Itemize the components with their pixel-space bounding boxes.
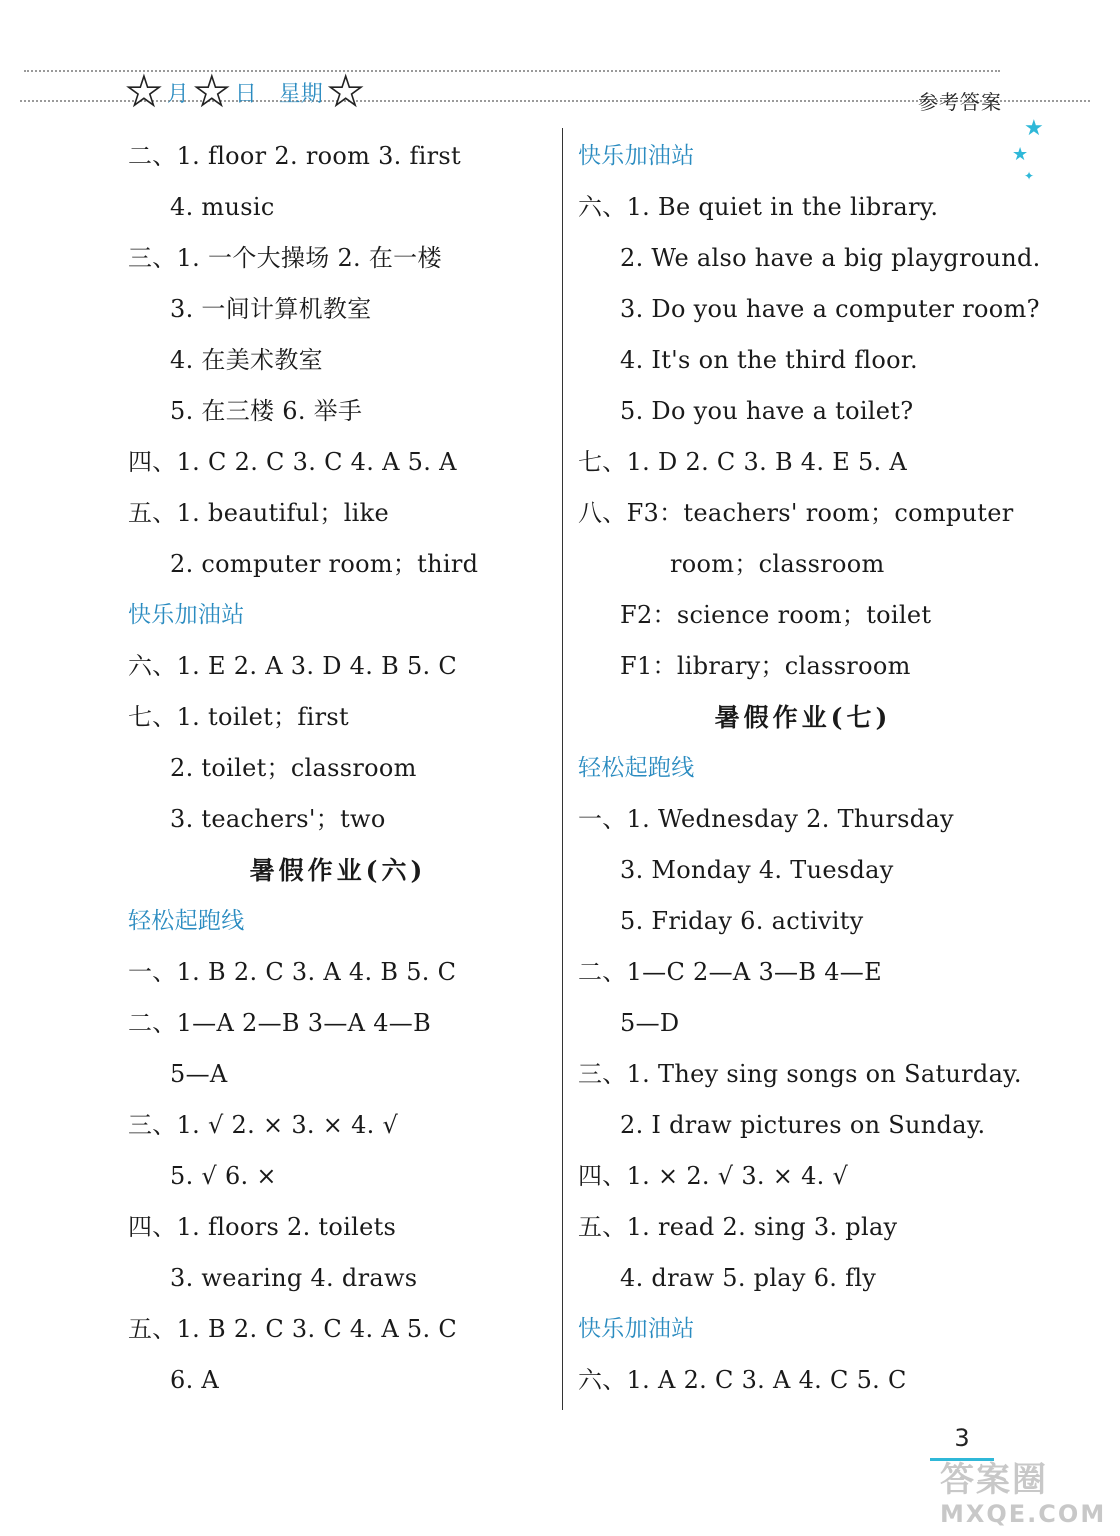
small-star-icon: ★ — [1012, 144, 1029, 165]
answer-line: 二、1—C 2—A 3—B 4—E — [578, 958, 882, 986]
section-heading: 快乐加油站 — [128, 602, 245, 628]
star-outline-icon: ★ — [126, 69, 162, 115]
answer-line: 四、1. × 2. √ 3. × 4. √ — [578, 1162, 849, 1190]
answer-line: 4. It's on the third floor. — [620, 346, 918, 374]
watermark-logo — [940, 1460, 1106, 1528]
column-divider — [562, 128, 563, 1410]
month-label: 月 — [166, 81, 189, 107]
answer-line: 二、1. floor 2. room 3. first — [128, 142, 461, 170]
answer-line: 3. 一间计算机教室 — [170, 295, 372, 323]
answer-line: 五、1. beautiful；like — [128, 499, 389, 527]
small-star-icon: ★ — [1024, 116, 1044, 141]
answer-line: 六、1. Be quiet in the library. — [578, 193, 939, 221]
answer-line: 3. teachers'；two — [170, 805, 386, 833]
section-heading: 轻松起跑线 — [128, 908, 245, 934]
answer-line: 3. wearing 4. draws — [170, 1264, 418, 1292]
answer-line: 二、1—A 2—B 3—A 4—B — [128, 1009, 432, 1037]
small-star-icon: ✦ — [1024, 169, 1035, 183]
answer-line: room；classroom — [670, 550, 885, 578]
answer-line: 七、1. D 2. C 3. B 4. E 5. A — [578, 448, 908, 476]
answer-line: 6. A — [170, 1366, 220, 1394]
answer-line: 2. We also have a big playground. — [620, 244, 1041, 272]
answer-line: 5. 在三楼 6. 举手 — [170, 397, 363, 425]
answer-line: 5. Do you have a toilet? — [620, 397, 914, 425]
answer-line: 2. I draw pictures on Sunday. — [620, 1111, 986, 1139]
section-title: 参考答案 — [918, 90, 1002, 114]
answer-line: 四、1. floors 2. toilets — [128, 1213, 397, 1241]
section-heading: 轻松起跑线 — [578, 755, 695, 781]
date-fields — [125, 68, 365, 116]
section-heading: 快乐加油站 — [578, 1316, 695, 1342]
answer-line: 5. √ 6. × — [170, 1162, 277, 1190]
answer-line: 四、1. C 2. C 3. C 4. A 5. A — [128, 448, 457, 476]
day-label: 日 — [234, 81, 257, 107]
answer-line: F1：library；classroom — [620, 652, 911, 680]
page-number: 3 — [930, 1418, 994, 1461]
answer-line: 5. Friday 6. activity — [620, 907, 864, 935]
answer-line: 六、1. E 2. A 3. D 4. B 5. C — [128, 652, 458, 680]
answer-line: 七、1. toilet；first — [128, 703, 349, 731]
star-outline-icon: ★ — [193, 69, 230, 115]
answer-line: 五、1. read 2. sing 3. play — [578, 1213, 898, 1241]
answer-line: 三、1. They sing songs on Saturday. — [578, 1060, 1022, 1088]
answer-line: 3. Monday 4. Tuesday — [620, 856, 894, 884]
answer-line: 三、1. 一个大操场 2. 在一楼 — [128, 244, 442, 272]
answer-line: 4. draw 5. play 6. fly — [620, 1264, 877, 1292]
right-answer-column — [578, 131, 1041, 1406]
star-outline-icon: ★ — [327, 69, 364, 115]
answer-line: 六、1. A 2. C 3. A 4. C 5. C — [578, 1366, 907, 1394]
answer-line: 一、1. B 2. C 3. A 4. B 5. C — [128, 958, 457, 986]
answer-line: 三、1. √ 2. × 3. × 4. √ — [128, 1111, 399, 1139]
answer-line: 2. toilet；classroom — [170, 754, 417, 782]
answer-line: F2：science room；toilet — [620, 601, 932, 629]
answer-line: 5—D — [620, 1009, 680, 1037]
answer-line: 八、F3：teachers' room；computer — [578, 499, 1014, 527]
homework-title: 暑假作业(七) — [714, 703, 892, 732]
left-answer-column — [128, 131, 548, 1406]
watermark-line2: MXQE.COM — [940, 1500, 1107, 1528]
weekday-label: 星期 — [278, 81, 323, 107]
answer-line: 3. Do you have a computer room? — [620, 295, 1040, 323]
answer-line: 五、1. B 2. C 3. C 4. A 5. C — [128, 1315, 458, 1343]
watermark-line1: 答案圈 — [940, 1460, 1048, 1500]
homework-title: 暑假作业(六) — [249, 856, 427, 885]
answer-line: 4. music — [170, 193, 275, 221]
section-heading: 快乐加油站 — [578, 143, 695, 169]
answer-line: 5—A — [170, 1060, 228, 1088]
answer-line: 4. 在美术教室 — [170, 346, 323, 374]
answer-line: 一、1. Wednesday 2. Thursday — [578, 805, 954, 833]
answer-line: 2. computer room；third — [170, 550, 479, 578]
